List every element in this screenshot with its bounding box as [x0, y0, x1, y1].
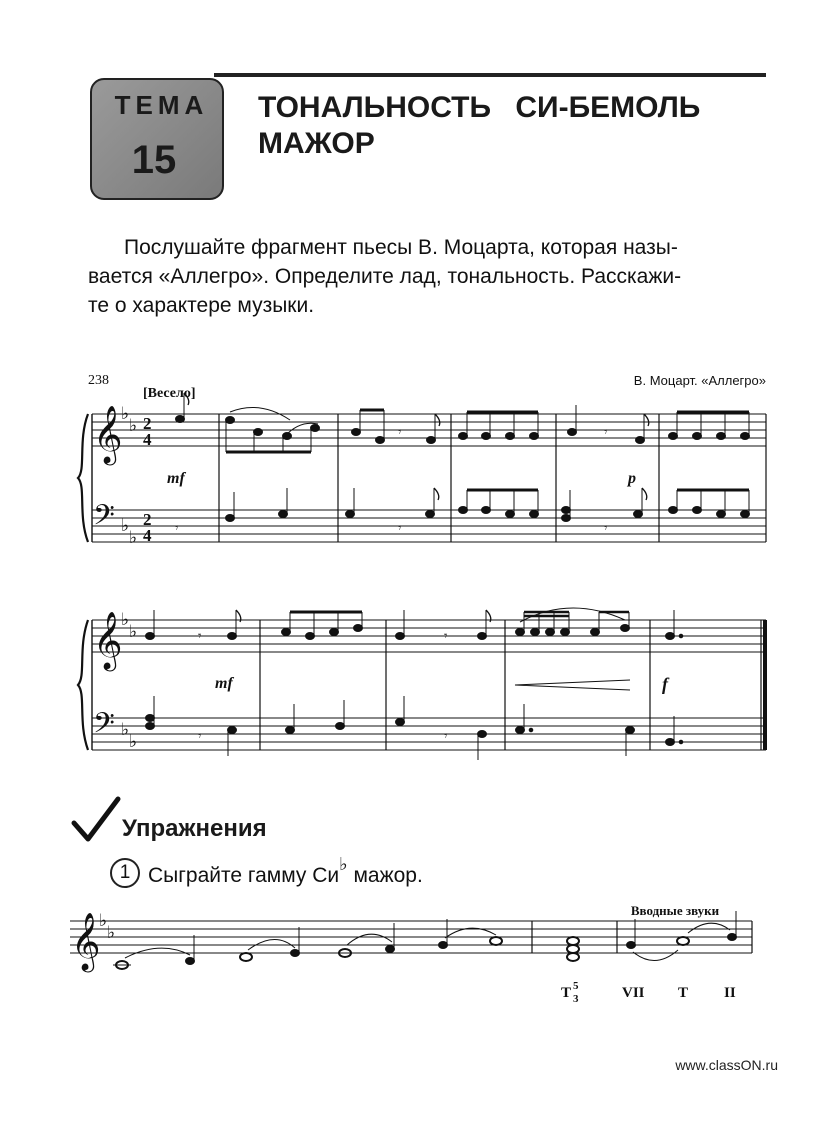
svg-text:𝄾: 𝄾: [198, 728, 202, 743]
svg-text:4: 4: [143, 430, 152, 449]
system-braces: [78, 414, 92, 750]
treble-clef-icon: 𝄞: [93, 611, 123, 669]
topic-number: 15: [131, 138, 177, 182]
page-title-line-2: МАЖОР: [258, 127, 375, 160]
exercise-instruction: [148, 854, 423, 888]
svg-text:mf: mf: [215, 675, 233, 692]
degree-label-t: T: [678, 985, 689, 1001]
intro-line-1: Послушайте фрагмент пьесы В. Моцарта, которая назы-: [124, 236, 678, 259]
svg-text:𝄾: 𝄾: [604, 424, 608, 439]
exercise-text-end: мажор.: [347, 864, 423, 887]
composer-credit: В. Моцарт. «Аллегро»: [633, 373, 766, 388]
exercise-text: Сыграйте гамму Си: [148, 864, 340, 887]
svg-text:♭: ♭: [121, 720, 130, 740]
svg-text:p: p: [628, 470, 636, 487]
svg-text:𝄾: 𝄾: [444, 628, 448, 643]
svg-text:𝄾: 𝄾: [398, 424, 402, 439]
checkmark-icon: [70, 795, 122, 845]
exercise-scale-notes: [113, 911, 737, 969]
svg-text:𝄾: 𝄾: [444, 728, 448, 743]
treble-clef-icon: 𝄞: [93, 405, 123, 463]
tonic-triad-sup: 5: [573, 980, 579, 992]
clefs: [71, 405, 123, 973]
tempo-marking: [Весело]: [143, 386, 196, 401]
svg-text:mf: mf: [167, 470, 185, 487]
svg-text:𝄾: 𝄾: [175, 520, 179, 535]
crescendo-hairpin: [515, 680, 630, 690]
topic-word: ТЕМА: [114, 90, 209, 120]
bass-clef-icon: 𝄢: [93, 499, 115, 539]
svg-text:𝄾: 𝄾: [604, 520, 608, 535]
treble-clef-icon: 𝄞: [71, 912, 101, 970]
degree-label-vii: VII: [622, 985, 645, 1001]
leading-tones-label: Вводные звуки: [630, 903, 720, 918]
svg-text:♭: ♭: [129, 732, 138, 752]
svg-text:♭: ♭: [99, 911, 108, 931]
svg-text:♭: ♭: [121, 404, 130, 424]
dynamics: [167, 470, 670, 694]
svg-text:2: 2: [143, 414, 152, 433]
svg-text:♭: ♭: [129, 416, 138, 436]
time-signatures: [143, 414, 152, 545]
intro-line-2: вается «Аллегро». Определите лад, тональность. Расскажи-: [88, 265, 682, 288]
bass-clef-icon: 𝄢: [93, 707, 115, 747]
svg-text:𝄾: 𝄾: [198, 628, 202, 643]
flat-sign: ♭: [339, 854, 348, 874]
piece-number: 238: [88, 373, 109, 388]
degree-label-ii: II: [724, 985, 736, 1001]
intro-line-3: те о характере музыки.: [88, 294, 315, 317]
svg-text:♭: ♭: [121, 516, 130, 536]
system1-bass-notes: [175, 488, 750, 535]
footer-url: www.classON.ru: [675, 1057, 778, 1073]
exercises-heading: Упражнения: [122, 815, 267, 842]
tonic-triad-label: T: [561, 985, 572, 1001]
svg-text:𝄾: 𝄾: [398, 520, 402, 535]
svg-text:f: f: [662, 674, 668, 694]
exercise-number-badge: 1: [110, 858, 140, 888]
svg-text:♭: ♭: [121, 610, 130, 630]
tonic-triad-sub: 3: [573, 993, 579, 1005]
svg-text:4: 4: [143, 526, 152, 545]
page-title-line-1: ТОНАЛЬНОСТЬ СИ-БЕМОЛЬ: [258, 91, 701, 124]
system2-treble-notes: [146, 608, 683, 643]
svg-text:♭: ♭: [129, 528, 138, 548]
svg-text:♭: ♭: [129, 622, 138, 642]
svg-text:♭: ♭: [107, 923, 116, 943]
svg-text:2: 2: [143, 510, 152, 529]
